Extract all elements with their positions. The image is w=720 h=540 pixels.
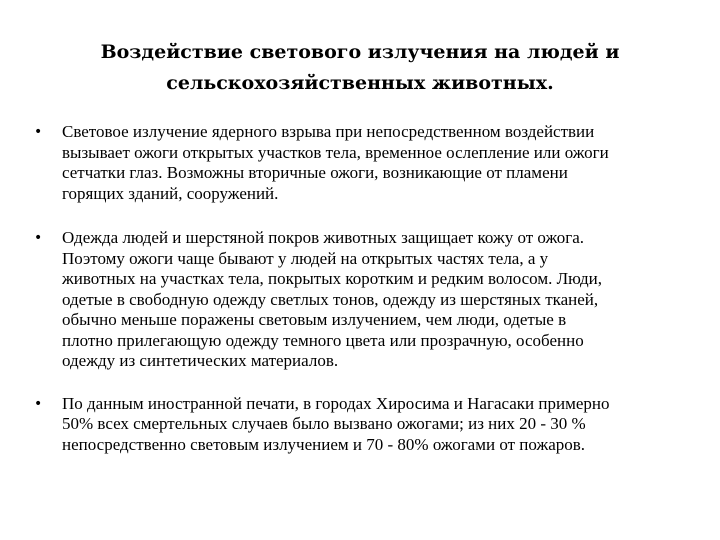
bullet-icon: • <box>34 230 43 246</box>
bullet-line: Поэтому ожоги чаще бывают у людей на открытых частях тела, а у <box>62 248 549 268</box>
bullet-icon: • <box>34 124 43 140</box>
bullet-line: горящих зданий, сооружений. <box>62 183 279 203</box>
bullet-line: одежду из синтетических материалов. <box>62 351 339 370</box>
slide-title-line: сельскохозяйственных животных. <box>166 72 554 94</box>
bullet-line: непосредственно световым излучением и 70 - 80% ожогами от пожаров. <box>62 434 586 454</box>
bullet-text <box>62 228 680 372</box>
bullet-icon: • <box>34 395 43 412</box>
bullet-line: плотно прилегающую одежду темного цвета или прозрачную, особенно <box>62 330 584 350</box>
bullet-line: обычно меньше поражены световым излучением, чем люди, одетые в <box>62 310 567 329</box>
bullet-line: 50% всех смертельных случаев было вызвано ожогами; из них 20 - 30 % <box>62 414 586 433</box>
bullet-text <box>62 394 680 456</box>
bullet-line: Одежда людей и шерстяной покров животных защищает кожу от ожога. <box>62 228 585 247</box>
slide-title <box>60 37 660 99</box>
bullet-item <box>32 122 680 204</box>
bullet-line: вызывает ожоги открытых участков тела, временное ослепление или ожоги <box>62 142 609 162</box>
slide-title-line: Воздействие светового излучения на людей и <box>100 41 620 63</box>
bullet-line: сетчатки глаз. Возможны вторичные ожоги, возникающие от пламени <box>62 163 568 182</box>
bullet-line: животных на участках тела, покрытых коротким и редким волосом. Люди, <box>62 269 602 288</box>
bullet-text <box>62 122 680 204</box>
bullet-list <box>32 122 680 455</box>
bullet-item <box>32 228 680 372</box>
bullet-item <box>32 394 680 456</box>
bullet-line: одетые в свободную одежду светлых тонов, одежду из шерстяных тканей, <box>62 289 599 309</box>
bullet-line: Световое излучение ядерного взрыва при непосредственном воздействии <box>62 122 595 141</box>
bullet-line: По данным иностранной печати, в городах Хиросима и Нагасаки примерно <box>62 393 610 413</box>
